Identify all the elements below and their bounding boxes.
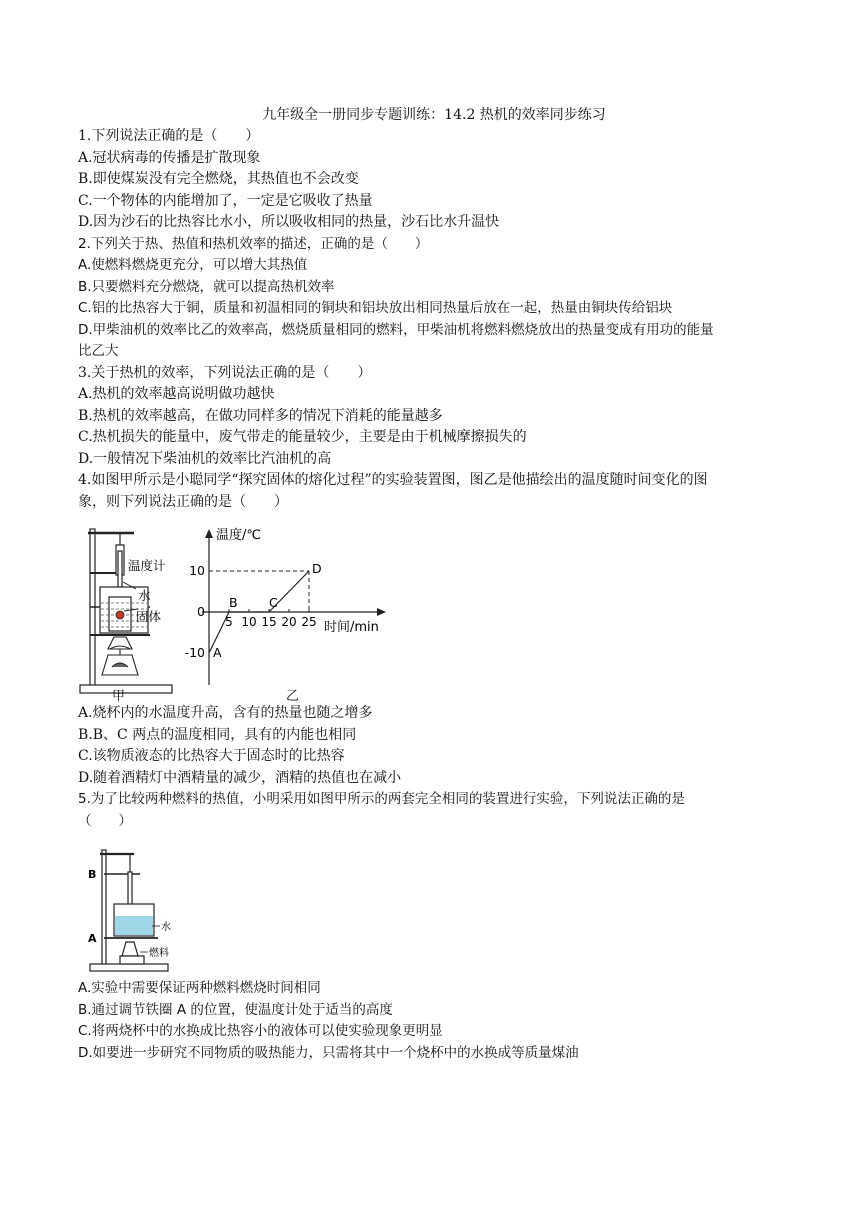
figure-jia-apparatus [78, 525, 188, 703]
y-axis-arrow [205, 529, 213, 538]
question-4-stem: 4.如图甲所示是小聪同学“探究固体的熔化过程”的实验装置图，图乙是他描绘出的温度随时间变化的图 [78, 472, 708, 488]
x-tick-label: 20 [281, 615, 297, 629]
figure-jia-caption: 甲 [112, 689, 126, 704]
x-axis-label: 时间/min [324, 620, 379, 635]
question-4-stem-cont: 象，则下列说法正确的是（ ） [78, 493, 288, 510]
figure-q5-water-label: 水 [161, 922, 171, 933]
question-1-stem: 1.下列说法正确的是（ ） [78, 128, 260, 144]
question-4-option-d: D.随着酒精灯中酒精量的减少，酒精的热值也在减小 [78, 769, 402, 786]
question-2-option-b: B.只要燃料充分燃烧，就可以提高热机效率 [78, 278, 335, 295]
question-4-figures [78, 525, 790, 703]
question-5-option-d: D.如要进一步研究不同物质的吸热能力，只需将其中一个烧杯中的水换成等质量煤油 [78, 1044, 579, 1061]
worksheet-page [78, 100, 790, 1064]
question-3-stem: 3.关于热机的效率，下列说法正确的是（ ） [78, 364, 372, 381]
question-5-option-c: C.将两烧杯中的水换成比热容小的液体可以使实验现象更明显 [78, 1023, 443, 1039]
figure-yi-caption: 乙 [286, 689, 300, 704]
y-axis-label: 温度/℃ [216, 528, 261, 543]
point-label-a: A [213, 645, 222, 660]
figure-jia-solid-label: 固体 [136, 609, 162, 624]
question-1-option-d: D.因为沙石的比热容比水小，所以吸收相同的热量，沙石比水升温快 [78, 214, 500, 230]
page-title: 九年级全一册同步专题训练：14.2 热机的效率同步练习 [262, 107, 606, 123]
x-tick-label: 15 [261, 615, 277, 629]
question-1-option-a: A.冠状病毒的传播是扩散现象 [78, 149, 261, 166]
x-axis-arrow [377, 608, 386, 616]
y-tick-label: 0 [197, 604, 205, 619]
question-5-figure [78, 846, 790, 978]
figure-jia-water-label: 水 [138, 588, 151, 603]
question-3-option-c: C.热机损失的能量中，废气带走的能量较少，主要是由于机械摩擦损失的 [78, 429, 527, 445]
question-3-option-d: D.一般情况下柴油机的效率比汽油机的高 [78, 450, 332, 467]
question-5 [78, 789, 790, 1064]
figure-q5-label-b: B [88, 868, 97, 881]
question-4-option-a: A.烧杯内的水温度升高，含有的热量也随之增多 [78, 705, 373, 721]
question-5-option-b: B.通过调节铁圈 A 的位置，使温度计处于适当的高度 [78, 1001, 393, 1018]
point-label-d: D [312, 561, 322, 576]
question-3 [78, 363, 790, 471]
point-label-b: B [229, 595, 238, 610]
question-2-option-c: C.铝的比热容大于铜，质量和初温相同的铜块和铝块放出相同热量后放在一起，热量由铜块传给铝块 [78, 300, 673, 316]
question-5-stem-cont: （ ） [78, 812, 132, 829]
figure-yi-chart [174, 525, 414, 703]
question-3-option-b: B.热机的效率越高，在做功同样多的情况下消耗的能量越多 [78, 407, 443, 424]
question-2-option-d-cont: 比乙大 [78, 343, 119, 359]
y-tick-label: -10 [184, 645, 205, 660]
question-1-option-c: C.一个物体的内能增加了，一定是它吸收了热量 [78, 192, 373, 209]
figure-q5-fuel-label: 燃料 [149, 948, 169, 959]
question-4 [78, 470, 790, 789]
question-1-option-b: B.即使煤炭没有完全燃烧，其热值也不会改变 [78, 171, 359, 187]
question-2-option-d: D.甲柴油机的效率比乙的效率高，燃烧质量相同的燃料，甲柴油机将燃料燃烧放出的热量变成有用功的能量 [78, 321, 714, 338]
figure-q5-apparatus [82, 846, 182, 978]
x-tick-label: 10 [241, 615, 257, 629]
question-2-stem: 2.下列关于热、热值和热机效率的描述，正确的是（ ） [78, 235, 429, 252]
figure-jia-thermometer-label: 温度计 [128, 558, 166, 573]
x-tick-label: 5 [225, 615, 233, 629]
figure-q5-label-a: A [88, 932, 97, 945]
question-3-option-a: A.热机的效率越高说明做功越快 [78, 386, 275, 402]
point-label-c: C [269, 595, 278, 610]
question-4-option-b: B.B、C 两点的温度相同，具有的内能也相同 [78, 726, 357, 743]
x-tick-label: 25 [301, 615, 317, 629]
y-tick-label: 10 [189, 563, 205, 578]
question-4-option-c: C.该物质液态的比热容大于固态时的比热容 [78, 748, 345, 764]
question-2-option-a: A.使燃料燃烧更充分，可以增大其热值 [78, 257, 308, 273]
question-5-stem: 5.为了比较两种燃料的热值，小明采用如图甲所示的两套完全相同的装置进行实验，下列说法正确的是 [78, 791, 685, 807]
question-1 [78, 126, 790, 234]
question-5-option-a: A.实验中需要保证两种燃料燃烧时间相同 [78, 980, 321, 996]
question-2 [78, 234, 790, 363]
